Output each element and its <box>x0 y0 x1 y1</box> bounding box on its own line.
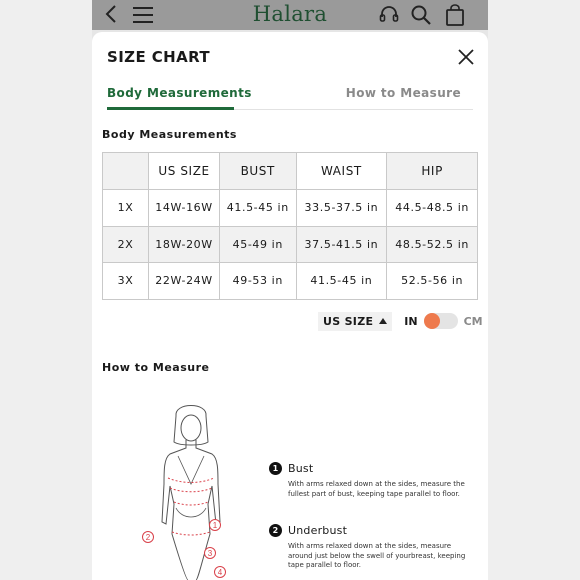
tab-body-measurements[interactable]: Body Measurements <box>107 86 252 100</box>
table-row <box>103 226 478 263</box>
instruction-text: With arms relaxed down at the sides, measure around just below the swell of yourbreast, keeping tape parallel to floor. <box>288 542 466 569</box>
instruction-text: With arms relaxed down at the sides, measure the fullest part of bust, keeping tape parallel to floor. <box>288 480 465 498</box>
table-header-cell: US SIZE <box>149 153 220 190</box>
app-bar <box>92 0 488 30</box>
table-cell: 2X <box>103 226 149 263</box>
modal-title: SIZE CHART <box>107 48 211 66</box>
table-header-cell <box>103 153 149 190</box>
marker-4 <box>215 567 226 578</box>
instruction-bust <box>269 462 469 499</box>
instruction-title: Underbust <box>288 524 348 537</box>
table-cell: 41.5-45 in <box>296 263 387 300</box>
table-cell: 1X <box>103 190 149 227</box>
table-cell: 48.5-52.5 in <box>387 226 478 263</box>
table-cell: 14W-16W <box>149 190 220 227</box>
svg-text:3: 3 <box>207 549 213 558</box>
size-system-dropdown[interactable] <box>318 312 392 331</box>
toggle-knob <box>424 313 440 329</box>
instruction-underbust <box>269 524 469 571</box>
size-chart-modal <box>92 32 488 580</box>
table-header-row <box>103 153 478 190</box>
table-cell: 44.5-48.5 in <box>387 190 478 227</box>
instruction-title: Bust <box>288 462 314 475</box>
size-table <box>102 152 478 300</box>
svg-text:4: 4 <box>217 568 223 577</box>
table-cell: 33.5-37.5 in <box>296 190 387 227</box>
search-icon[interactable] <box>410 4 432 26</box>
marker-2 <box>143 532 154 543</box>
table-cell: 45-49 in <box>220 226 297 263</box>
table-header-cell: HIP <box>387 153 478 190</box>
table-cell: 3X <box>103 263 149 300</box>
step-number: 2 <box>269 524 282 537</box>
left-margin <box>0 0 92 580</box>
table-cell: 22W-24W <box>149 263 220 300</box>
shopping-bag-icon[interactable] <box>444 4 466 26</box>
headset-icon[interactable] <box>378 4 400 26</box>
table-header-cell: BUST <box>220 153 297 190</box>
section-title-how-to-measure: How to Measure <box>102 361 210 374</box>
unit-in-label[interactable]: IN <box>404 314 418 328</box>
marker-1 <box>210 520 221 531</box>
marker-3 <box>205 548 216 559</box>
unit-toggle[interactable] <box>424 313 458 329</box>
table-row <box>103 263 478 300</box>
svg-text:2: 2 <box>145 533 151 542</box>
table-row <box>103 190 478 227</box>
size-system-label: US SIZE <box>323 314 374 328</box>
tab-how-to-measure[interactable]: How to Measure <box>345 86 461 100</box>
table-cell: 18W-20W <box>149 226 220 263</box>
unit-cm-label[interactable]: CM <box>463 314 483 328</box>
right-margin <box>488 0 580 580</box>
unit-controls <box>318 310 483 332</box>
body-measurement-illustration <box>142 404 242 580</box>
step-number: 1 <box>269 462 282 475</box>
tab-bar <box>107 84 473 110</box>
close-icon[interactable] <box>455 46 477 68</box>
svg-text:1: 1 <box>212 521 218 530</box>
brand-logo[interactable]: Halara <box>252 2 328 26</box>
table-header-cell: WAIST <box>296 153 387 190</box>
table-cell: 52.5-56 in <box>387 263 478 300</box>
table-cell: 49-53 in <box>220 263 297 300</box>
table-cell: 37.5-41.5 in <box>296 226 387 263</box>
chevron-up-icon <box>379 318 387 324</box>
active-tab-indicator <box>107 107 234 110</box>
section-title-body-measurements: Body Measurements <box>102 128 237 141</box>
table-cell: 41.5-45 in <box>220 190 297 227</box>
